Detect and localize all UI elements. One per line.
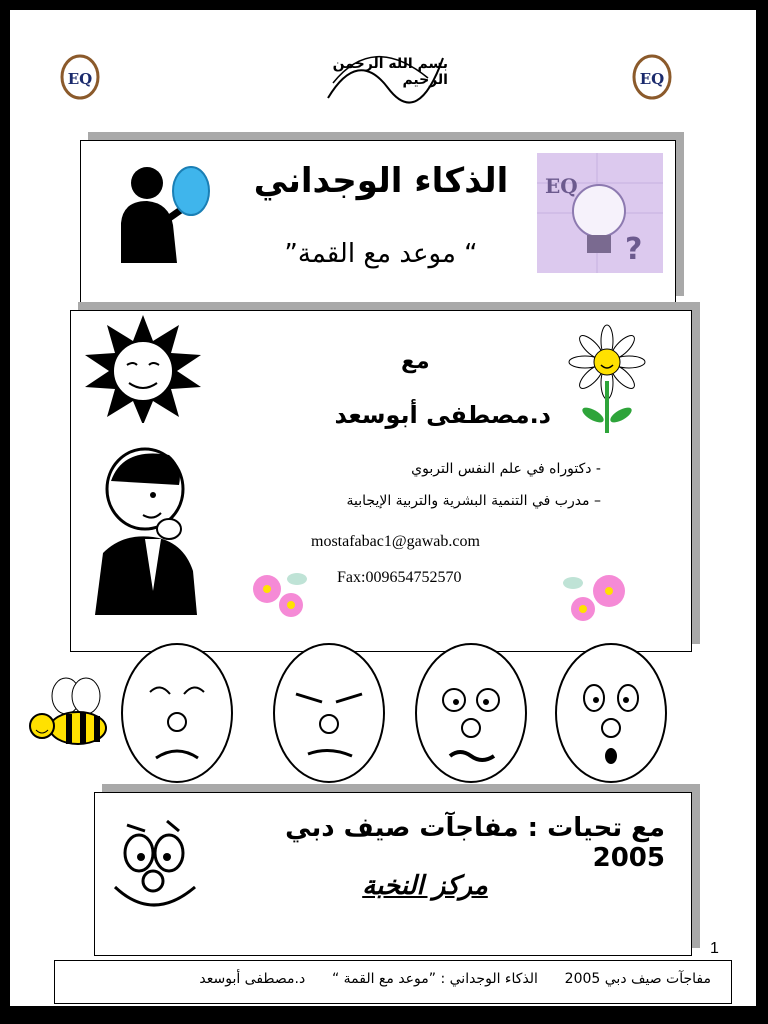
smiling-face-icon [105,807,205,919]
svg-text:EQ: EQ [639,70,665,88]
footer-text: مفاجآت صيف دبي 2005 الذكاء الوجداني : ”موعد مع القمة “ د.مصطفى أبوسعد [199,971,711,987]
bulb-panel [537,153,663,273]
author-fax: Fax:009654752570 [337,569,462,586]
with-label: مع [401,349,430,374]
svg-text:EQ: EQ [67,70,93,88]
credential-item: – مدرب في التنمية البشرية والتربية الإيجابية [346,493,601,509]
title-box [80,140,676,304]
basmala-calligraphy [318,28,448,116]
subtitle: “ موعد مع القمة” [284,239,478,269]
sun-face-icon [79,311,207,423]
thinking-man-icon [83,441,213,615]
eq-badge-right-icon [632,54,672,100]
greeting-box [94,792,692,956]
daisy-flower-icon [567,321,647,437]
sad-face-icon [120,642,234,784]
light-bulb-icon [537,153,663,273]
author-name: د.مصطفى أبوسعد [334,401,551,429]
footer-box [54,960,732,1004]
document-sheet [10,10,756,1006]
basmala-text: بسم الله الرحمن الرحيم [332,56,448,88]
center-name: مركز النخبة [362,871,488,901]
credential-item: - دكتوراه في علم النفس التربوي [411,461,601,477]
bee-icon [26,674,110,748]
author-box [70,310,692,652]
worried-face-icon [414,642,528,784]
greeting-line: مع تحيات : مفاجآت صيف دبي 2005 [285,813,665,873]
person-with-balloon-icon [103,163,213,263]
main-title: الذكاء الوجداني [253,161,509,201]
page-number: 1 [710,940,719,957]
pink-blossoms-left-icon [243,561,319,627]
pink-blossoms-right-icon [557,563,643,631]
eq-badge-left-icon [60,54,100,100]
author-email: mostafabac1@gawab.com [311,533,480,550]
svg-text:EQ: EQ [545,174,578,198]
svg-text:?: ? [625,232,643,267]
angry-face-icon [272,642,386,784]
surprised-face-icon [554,642,668,784]
